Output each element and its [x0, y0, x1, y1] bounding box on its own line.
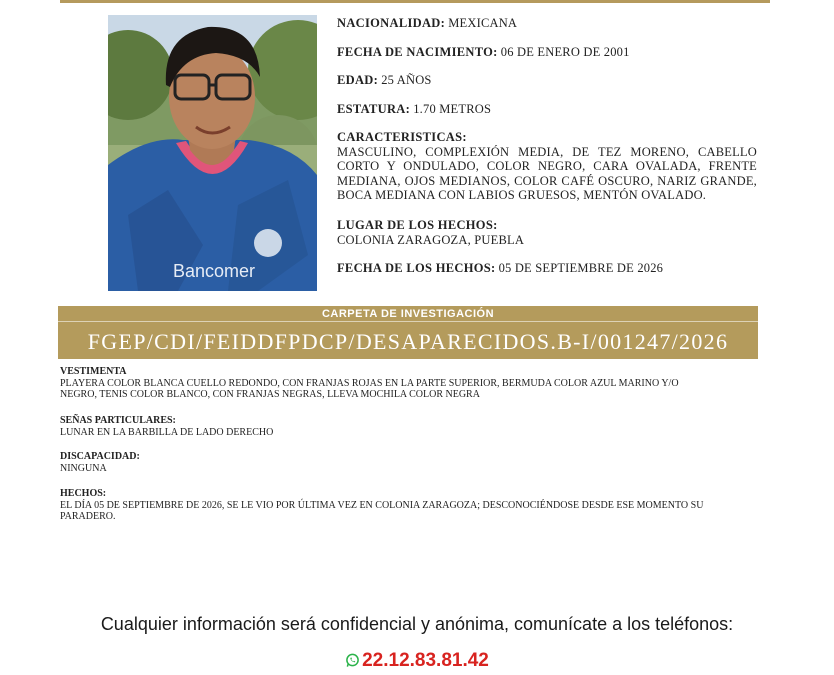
phone-row[interactable] — [0, 650, 834, 674]
lugar-label: LUGAR DE LOS HECHOS: — [337, 218, 498, 232]
lugar-value: COLONIA ZARAGOZA, PUEBLA — [337, 233, 525, 247]
hechos-line: PARADERO. — [60, 511, 116, 522]
caracteristicas-line: MEDIANA, OJOS MEDIANOS, COLOR CAFÉ OSCURO, NARIZ GRANDE, — [337, 173, 757, 188]
hechos-label: HECHOS: — [60, 488, 107, 499]
edad-value: 25 AÑOS — [381, 73, 432, 87]
hechos-block — [60, 488, 760, 523]
fecha-hechos-label: FECHA DE LOS HECHOS: — [337, 261, 496, 275]
discapacidad-label: DISCAPACIDAD: — [60, 451, 140, 462]
fecha-nacimiento-label: FECHA DE NACIMIENTO: — [337, 45, 498, 59]
estatura-value: 1.70 METROS — [413, 102, 492, 116]
vestimenta-label: VESTIMENTA — [60, 366, 127, 377]
whatsapp-icon — [345, 652, 360, 674]
estatura-label: ESTATURA: — [337, 102, 411, 116]
fecha-nacimiento-row — [337, 45, 630, 60]
vestimenta-line: PLAYERA COLOR BLANCA CUELLO REDONDO, CON FRANJAS ROJAS EN LA PARTE SUPERIOR, BERMUDA COLOR AZUL MARINO Y/O — [60, 377, 679, 389]
carpeta-number: FGEP/CDI/FEIDDFPDCP/DESAPARECIDOS.B-I/001247/2026 — [87, 329, 729, 354]
contact-message: Cualquier información será confidencial y anónima, comunícate a los teléfonos: — [100, 614, 734, 634]
vestimenta-block — [60, 366, 760, 401]
caracteristicas-block — [337, 130, 757, 203]
caracteristicas-line: BOCA MEDIANA CON LABIOS GRUESOS, MENTÓN OVALADO. — [337, 188, 707, 202]
discapacidad-value: NINGUNA — [60, 462, 107, 474]
senas-value: LUNAR EN LA BARBILLA DE LADO DERECHO — [60, 426, 274, 438]
fecha-hechos-value: 05 DE SEPTIEMBRE DE 2026 — [498, 261, 664, 275]
senas-label: SEÑAS PARTICULARES: — [60, 415, 176, 426]
nacionalidad-row — [337, 16, 517, 31]
person-photo — [108, 15, 317, 291]
caracteristicas-line: MASCULINO, COMPLEXIÓN MEDIA, DE TEZ MORENO, CABELLO — [337, 144, 757, 159]
caracteristicas-line: CORTO Y ONDULADO, COLOR NEGRO, CARA OVALADA, FRENTE — [337, 159, 757, 173]
caracteristicas-label: CARACTERISTICAS: — [337, 130, 467, 144]
nacionalidad-label: NACIONALIDAD: — [337, 16, 446, 30]
edad-row — [337, 73, 432, 88]
hechos-line: EL DÍA 05 DE SEPTIEMBRE DE 2026, SE LE VIO POR ÚLTIMA VEZ EN COLONIA ZARAGOZA; DESCONOCIÉNDOSE DESDE ESE MOMENTO SU — [60, 499, 704, 511]
top-gold-bar — [60, 0, 770, 3]
phone-number[interactable]: 22.12.83.81.42 — [362, 650, 489, 671]
carpeta-caption: CARPETA DE INVESTIGACIÓN — [321, 308, 495, 320]
vestimenta-line: NEGRO, TENIS COLOR BLANCO, CON FRANJAS NEGRAS, LLEVA MOCHILA COLOR NEGRA — [60, 389, 480, 400]
estatura-row — [337, 102, 491, 117]
lugar-block — [337, 218, 524, 248]
nacionalidad-value: MEXICANA — [448, 16, 518, 30]
fecha-nacimiento-value: 06 DE ENERO DE 2001 — [500, 45, 630, 59]
fecha-hechos-row — [337, 261, 663, 276]
carpeta-banner — [58, 306, 758, 359]
senas-block — [60, 415, 760, 438]
edad-label: EDAD: — [337, 73, 379, 87]
svg-text:Bancomer: Bancomer — [173, 261, 256, 281]
carpeta-divider — [58, 321, 758, 322]
discapacidad-block — [60, 451, 760, 474]
